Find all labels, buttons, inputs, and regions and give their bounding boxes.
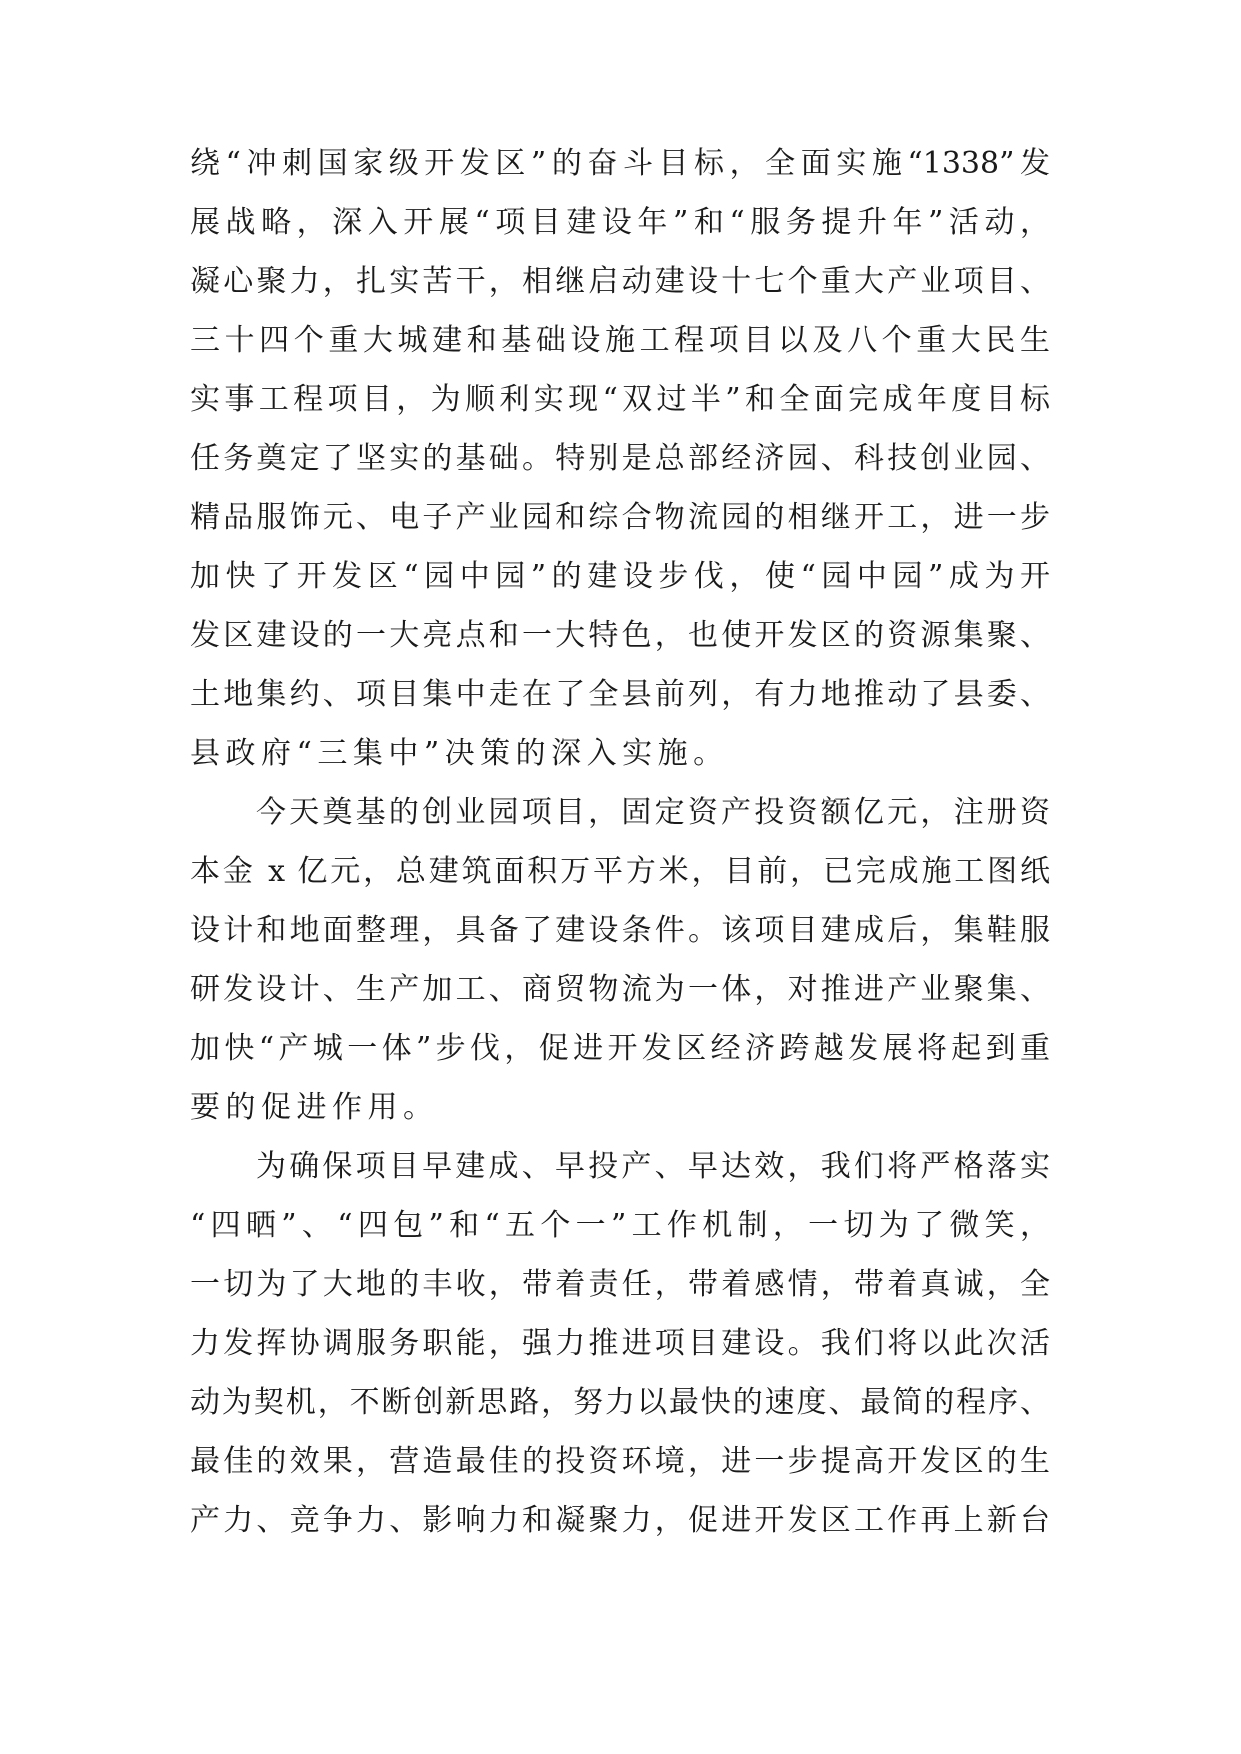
- paragraph-2-line-4: 研发设计、生产加工、商贸物流为一体，对推进产业聚集、: [190, 972, 1050, 1007]
- paragraph-1-line-10: 土地集约、项目集中走在了全县前列，有力地推动了县委、: [190, 677, 1050, 712]
- paragraph-3-line-1: 为确保项目早建成、早投产、早达效，我们将严格落实: [256, 1149, 1050, 1184]
- paragraph-2-line-2: 本金 x 亿元，总建筑面积万平方米，目前，已完成施工图纸: [190, 854, 1050, 889]
- paragraph-3-line-7: 产力、竞争力、影响力和凝聚力，促进开发区工作再上新台: [190, 1503, 1050, 1538]
- paragraph-1-line-3: 凝心聚力，扎实苦干，相继启动建设十七个重大产业项目、: [190, 264, 1050, 299]
- paragraph-3-line-2: “四晒”、“四包”和“五个一”工作机制，一切为了微笑，: [190, 1208, 1050, 1243]
- paragraph-2-line-3: 设计和地面整理，具备了建设条件。该项目建成后，集鞋服: [190, 913, 1050, 948]
- paragraph-2-line-5: 加快“产城一体”步伐，促进开发区经济跨越发展将起到重: [190, 1031, 1050, 1066]
- paragraph-1-line-2: 展战略，深入开展“项目建设年”和“服务提升年”活动，: [190, 205, 1050, 240]
- paragraph-1-line-6: 任务奠定了坚实的基础。特别是总部经济园、科技创业园、: [190, 441, 1050, 476]
- paragraph-1-line-4: 三十四个重大城建和基础设施工程项目以及八个重大民生: [190, 323, 1050, 358]
- paragraph-1-line-1: 绕“冲刺国家级开发区”的奋斗目标，全面实施“1338”发: [190, 146, 1050, 181]
- paragraph-1-line-7: 精品服饰元、电子产业园和综合物流园的相继开工，进一步: [190, 500, 1050, 535]
- paragraph-1-line-11: 县政府“三集中”决策的深入实施。: [190, 736, 729, 771]
- paragraph-1-line-5: 实事工程项目，为顺利实现“双过半”和全面完成年度目标: [190, 382, 1050, 417]
- paragraph-2-line-6: 要的促进作用。: [190, 1090, 439, 1125]
- paragraph-1-line-8: 加快了开发区“园中园”的建设步伐，使“园中园”成为开: [190, 559, 1050, 594]
- paragraph-3-line-5: 动为契机，不断创新思路，努力以最快的速度、最简的程序、: [190, 1385, 1050, 1420]
- paragraph-2-line-1: 今天奠基的创业园项目，固定资产投资额亿元，注册资: [256, 795, 1050, 830]
- paragraph-1-line-9: 发区建设的一大亮点和一大特色，也使开发区的资源集聚、: [190, 618, 1050, 653]
- paragraph-3-line-6: 最佳的效果，营造最佳的投资环境，进一步提高开发区的生: [190, 1444, 1050, 1479]
- paragraph-3-line-3: 一切为了大地的丰收，带着责任，带着感情，带着真诚，全: [190, 1267, 1050, 1302]
- paragraph-3-line-4: 力发挥协调服务职能，强力推进项目建设。我们将以此次活: [190, 1326, 1050, 1361]
